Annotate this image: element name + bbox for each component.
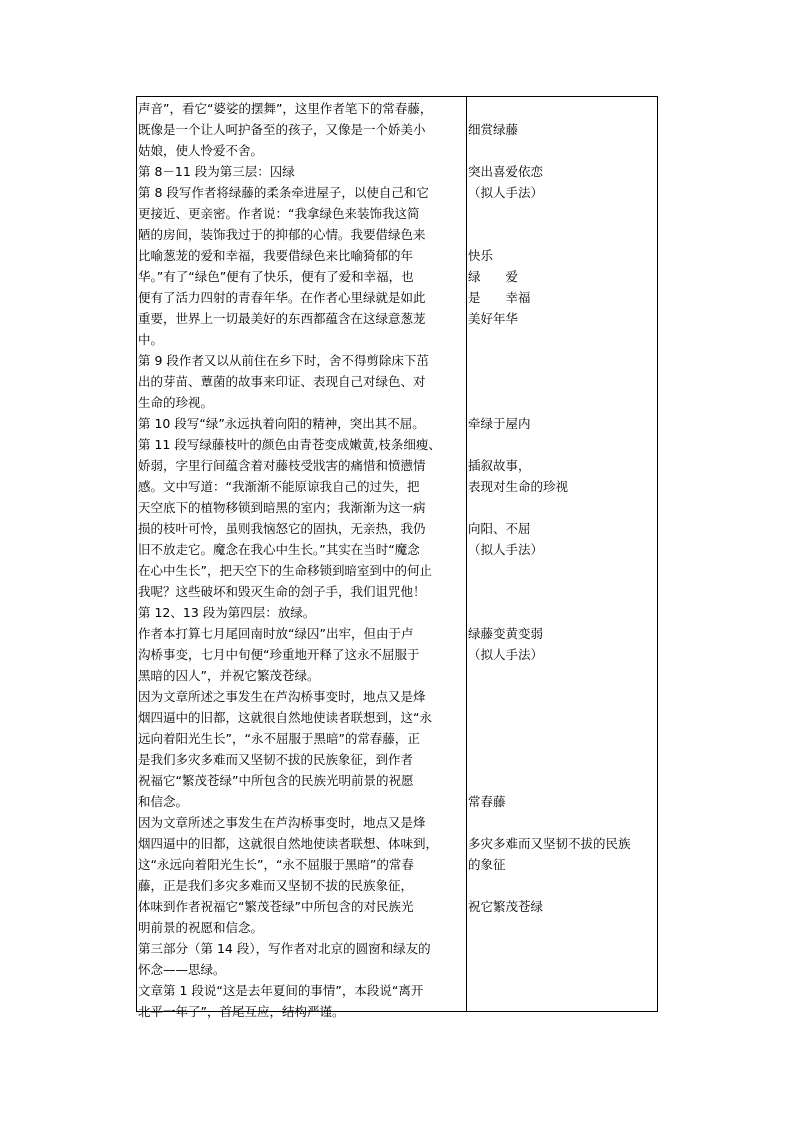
text-line: 华。”有了“绿色”便有了快乐，便有了爱和幸福，也 — [138, 269, 414, 284]
text-line: 便有了活力四射的青春年华。在作者心里绿就是如此 — [138, 290, 426, 305]
text-line: 中。 — [138, 332, 164, 347]
text-line: 声音”，看它“婆娑的摆舞”，这里作者笔下的常春藤， — [138, 101, 433, 116]
text-line: 远向着阳光生长”，“永不屈服于黑暗”的常春藤，正 — [138, 731, 420, 746]
note-line: 牵绿于屋内 — [468, 416, 531, 431]
text-line: 明前景的祝愿和信念。 — [138, 920, 264, 935]
text-line: 黑暗的囚人”，并祝它繁茂苍绿。 — [138, 668, 320, 683]
text-line: 第 10 段写“绿”永远执着向阳的精神，突出其不屈。 — [138, 416, 425, 431]
text-line: 损的枝叶可怜，虽则我恼怒它的固执，无亲热，我仍 — [138, 521, 426, 536]
note-line: 多灾多难而又坚韧不拔的民族 — [468, 836, 631, 851]
text-line: 因为文章所述之事发生在芦沟桥事变时，地点又是烽 — [138, 689, 426, 704]
text-line: 祝福它“繁茂苍绿”中所包含的民族光明前景的祝愿 — [138, 773, 414, 788]
note-line: 表现对生命的珍视 — [468, 479, 569, 494]
text-line: 更接近、更亲密。作者说：“我拿绿色来装饰我这简 — [138, 206, 420, 221]
text-line: 第 9 段作者又以从前住在乡下时，舍不得剪除床下茁 — [138, 353, 429, 368]
text-line: 这“永远向着阳光生长”，“永不屈服于黑暗”的常春 — [138, 857, 414, 872]
column-divider — [466, 97, 467, 1011]
text-line: 第 11 段写绿藤枝叶的颜色由青苍变成嫩黄,枝条细瘦、 — [138, 437, 441, 452]
content-table — [136, 96, 658, 1019]
text-line: 烟四逼中的旧都，这就很自然地使读者联想到，这“永 — [138, 710, 432, 725]
note-line: （拟人手法） — [468, 185, 544, 200]
text-line: 因为文章所述之事发生在芦沟桥事变时，地点又是烽 — [138, 815, 426, 830]
text-line: 第三部分（第 14 段），写作者对北京的圆窗和绿友的 — [138, 941, 431, 956]
text-line: 和信念。 — [138, 794, 189, 809]
note-line: （拟人手法） — [468, 542, 544, 557]
text-line: 旧不放走它。魔念在我心中生长。”其实在当时“魔念 — [138, 542, 420, 557]
text-line: 娇弱，字里行间蕴含着对藤枝受戕害的痛惜和愤懑情 — [138, 458, 426, 473]
note-line: 美好年华 — [468, 311, 519, 326]
note-line: 突出喜爱依恋 — [468, 164, 544, 179]
text-line: 陋的房间，装饰我过于的抑郁的心情。我要借绿色来 — [138, 227, 426, 242]
text-line: 感。文中写道：“我渐渐不能原谅我自己的过失，把 — [138, 479, 420, 494]
text-line: 作者本打算七月尾回南时放“绿囚”出牢，但由于卢 — [138, 626, 414, 641]
text-line: 我呢？这些破坏和毁灭生命的刽子手，我们诅咒他！ — [138, 584, 426, 599]
text-line: 既像是一个让人呵护备至的孩子，又像是一个娇美小 — [138, 122, 426, 137]
text-line: 第 8－11 段为第三层：囚绿 — [138, 164, 295, 179]
text-line: 姑娘，使人怜爱不舍。 — [138, 143, 264, 158]
text-line: 在心中生长”，把天空下的生命移锁到暗室到中的何止 — [138, 563, 432, 578]
text-line: 沟桥事变，七月中旬便“珍重地开释了这永不屈服于 — [138, 647, 420, 662]
text-line: 出的芽苗、蕈菌的故事来印证、表现自己对绿色、对 — [138, 374, 426, 389]
note-line: 插叙故事， — [468, 458, 531, 473]
text-line: 文章第 1 段说“这是去年夏间的事情”，本段说“离开 — [138, 983, 424, 998]
text-line: 比喻葱茏的爱和幸福，我要借绿色来比喻猗郁的年 — [138, 248, 414, 263]
note-line: 祝它繁茂苍绿 — [468, 899, 544, 914]
text-line: 是我们多灾多难而又坚韧不拔的民族象征，到作者 — [138, 752, 414, 767]
text-line: 怀念——思绿。 — [138, 962, 226, 977]
note-line: 常春藤 — [468, 794, 506, 809]
note-line: 快乐 — [468, 248, 494, 263]
text-line: 第 8 段写作者将绿藤的柔条牵进屋子，以使自己和它 — [138, 185, 429, 200]
text-line: 藤，正是我们多灾多难而又坚韧不拔的民族象征， — [138, 878, 414, 893]
note-line: 绿藤变黄变弱 — [468, 626, 544, 641]
text-line: 烟四逼中的旧都，这就很自然地使读者联想、体味到， — [138, 836, 439, 851]
note-line: 的象征 — [468, 857, 506, 872]
text-line: 北平一年了”，首尾互应，结构严谨。 — [138, 1004, 345, 1019]
note-line: 是 幸福 — [468, 290, 531, 305]
text-line: 重要，世界上一切最美好的东西都蕴含在这绿意葱茏 — [138, 311, 426, 326]
text-line: 体味到作者祝福它“繁茂苍绿”中所包含的对民族光 — [138, 899, 414, 914]
text-line: 第 12、13 段为第四层：放绿。 — [138, 605, 316, 620]
note-line: 向阳、不屈 — [468, 521, 531, 536]
text-line: 生命的珍视。 — [138, 395, 214, 410]
note-line: 绿 爱 — [468, 269, 519, 284]
text-line: 天空底下的植物移锁到暗黑的室内；我渐渐为这一病 — [138, 500, 426, 515]
note-line: 细赏绿藤 — [468, 122, 519, 137]
note-line: （拟人手法） — [468, 647, 544, 662]
